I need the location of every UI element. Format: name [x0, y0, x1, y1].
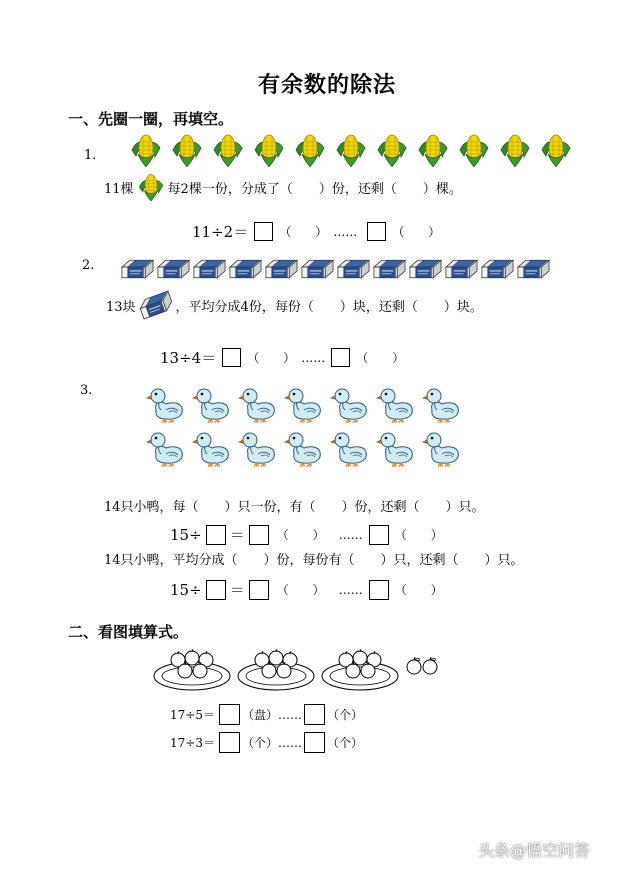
answer-box[interactable] [206, 580, 226, 600]
q3-paren: （ ） [394, 583, 443, 597]
answer-box[interactable] [222, 348, 241, 367]
q3-dots: …… [338, 527, 363, 542]
eraser-icon [134, 285, 178, 326]
s2-eq1-dots: …… [277, 707, 302, 722]
watermark: 头条@悟空问答 [478, 841, 591, 860]
answer-box[interactable] [254, 222, 273, 241]
q3-line1: 14只小鸭，每（ ）只一份，有（ ）份，还剩（ ）只。 [104, 500, 485, 515]
corn-icon [374, 132, 410, 168]
apple-plate-icon [152, 646, 232, 692]
eraser-icon [516, 258, 551, 280]
s2-eq2-left: 17÷3＝ [170, 736, 215, 750]
q3-equation2 [170, 579, 443, 600]
q2-eq-left: 13÷4＝ [160, 349, 217, 367]
page-title: 有余数的除法 [258, 72, 397, 98]
eraser-icon [372, 258, 407, 280]
q1-number: 1. [84, 148, 97, 163]
corn-icon [415, 132, 451, 168]
q3-number: 3. [80, 383, 93, 398]
loose-apples [404, 656, 440, 676]
q2-paren: （ ） [247, 351, 296, 365]
duck-icon [376, 428, 416, 468]
q1-paren: （ ） [279, 225, 328, 239]
eraser-icon [408, 258, 443, 280]
q1-paren: （ ） [392, 225, 441, 239]
duck-icon [192, 428, 232, 468]
answer-box[interactable] [369, 525, 389, 545]
q1-text [104, 170, 462, 204]
eraser-icon [192, 258, 227, 280]
corn-icon [128, 132, 164, 168]
answer-box[interactable] [249, 580, 269, 600]
s2-equation2 [170, 732, 363, 753]
apple-plate-icon [236, 646, 316, 692]
eraser-icon [156, 258, 191, 280]
eraser-icon [228, 258, 263, 280]
q2-text-b: ，平均分成4份，每份（ ）块，还剩（ ）块。 [175, 299, 483, 315]
q2-dots: …… [301, 350, 326, 365]
q3-line2: 14只小鸭，平均分成（ ）份，每份有（ ）只，还剩（ ）只。 [104, 553, 524, 568]
answer-box[interactable] [219, 704, 240, 725]
answer-box[interactable] [206, 525, 226, 545]
q2-number: 2. [82, 258, 95, 273]
q3-eq2-left: 15÷ [170, 580, 202, 599]
answer-box[interactable] [331, 348, 350, 367]
q3-paren: （ ） [276, 528, 325, 542]
eraser-icon [480, 258, 515, 280]
corn-icon [497, 132, 533, 168]
duck-icon [238, 428, 278, 468]
s2-equation1 [170, 704, 363, 725]
q3-eq-mid: ＝ [229, 526, 245, 544]
q1-text-a: 11棵 [104, 181, 134, 197]
s2-eq2-unit2: （个） [326, 736, 363, 750]
eraser-icon [120, 258, 155, 280]
s2-eq1-left: 17÷5＝ [170, 708, 215, 722]
corn-icon [333, 132, 369, 168]
q2-equation [160, 347, 404, 368]
q2-paren: （ ） [356, 351, 405, 365]
corn-icon [251, 132, 287, 168]
s2-eq2-unit1: （个） [241, 736, 278, 750]
apple-plate-icon [320, 646, 400, 692]
corn-icon [538, 132, 574, 168]
q2-text-a: 13块 [106, 299, 136, 315]
s2-eq1-unit2: （个） [326, 708, 363, 722]
duck-icon [238, 384, 278, 424]
answer-box[interactable] [367, 222, 386, 241]
duck-icon [422, 428, 462, 468]
duck-grid [146, 384, 462, 468]
q1-equation [192, 221, 440, 242]
section2-heading: 二、看图填算式。 [68, 623, 189, 641]
q3-equation1 [170, 524, 443, 545]
q3-paren: （ ） [394, 528, 443, 542]
q3-eq1-left: 15÷ [170, 525, 202, 544]
eraser-icon [444, 258, 479, 280]
corn-row [128, 132, 574, 168]
q3-dots: …… [338, 582, 363, 597]
q1-text-b: 每2棵一份，分成了（ ）份，还剩（ ）棵。 [167, 181, 462, 197]
apple-plates [152, 646, 440, 692]
corn-icon [292, 132, 328, 168]
duck-icon [146, 428, 186, 468]
answer-box[interactable] [219, 732, 240, 753]
duck-icon [146, 384, 186, 424]
eraser-icon [300, 258, 335, 280]
q3-paren: （ ） [276, 583, 325, 597]
answer-box[interactable] [249, 525, 269, 545]
corn-icon [210, 132, 246, 168]
duck-icon [330, 384, 370, 424]
duck-icon [284, 384, 324, 424]
duck-icon [284, 428, 324, 468]
q1-eq-left: 11÷2＝ [192, 223, 249, 241]
q1-dots: …… [333, 224, 358, 239]
corn-icon [136, 170, 166, 204]
answer-box[interactable] [304, 704, 325, 725]
answer-box[interactable] [304, 732, 325, 753]
eraser-icon [336, 258, 371, 280]
duck-icon [192, 384, 232, 424]
duck-icon [422, 384, 462, 424]
eraser-icon [264, 258, 299, 280]
corn-icon [169, 132, 205, 168]
s2-eq2-dots: …… [277, 735, 302, 750]
answer-box[interactable] [369, 580, 389, 600]
q3-eq-mid: ＝ [229, 581, 245, 599]
s2-eq1-unit1: （盘） [241, 708, 278, 722]
duck-icon [330, 428, 370, 468]
apple-icon [420, 656, 440, 676]
corn-icon [456, 132, 492, 168]
duck-icon [376, 384, 416, 424]
eraser-row [120, 258, 551, 280]
section1-heading: 一、先圈一圈，再填空。 [68, 110, 234, 128]
q2-text [106, 290, 483, 320]
